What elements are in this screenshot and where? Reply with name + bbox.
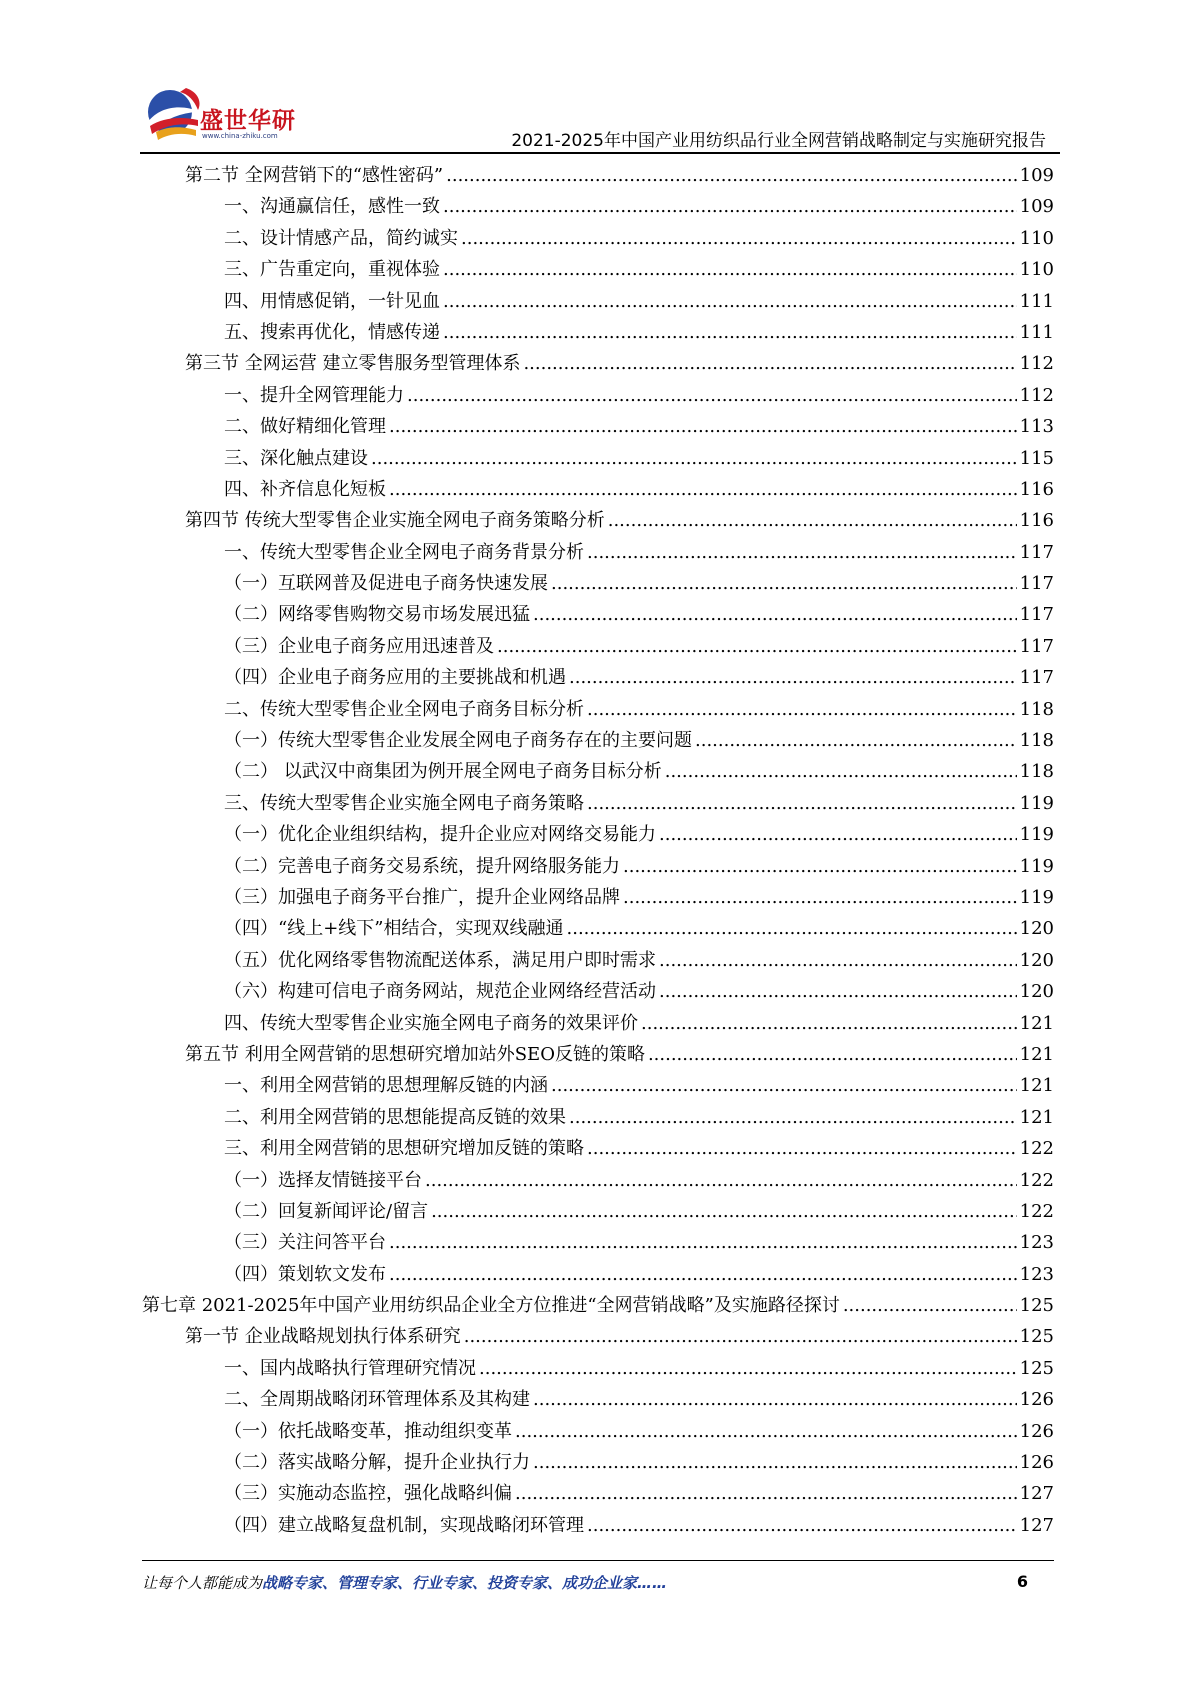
toc-entry-title: 四、传统大型零售企业实施全网电子商务的效果评价: [224, 1012, 638, 1034]
toc-leader-dots: [533, 599, 1017, 630]
toc-entry[interactable]: [142, 662, 1054, 693]
toc-entry-title: 二、设计情感产品，简约诚实: [224, 227, 458, 249]
toc-entry-page: 122: [1019, 1138, 1054, 1160]
toc-leader-dots: [608, 505, 1017, 536]
toc-entry[interactable]: [142, 1008, 1054, 1039]
toc-entry-page: 110: [1019, 259, 1054, 281]
toc-entry-title: （三）加强电子商务平台推广，提升企业网络品牌: [224, 886, 620, 908]
toc-entry[interactable]: [142, 1259, 1054, 1290]
toc-entry-title: 一、国内战略执行管理研究情况: [224, 1357, 476, 1379]
logo-text: 盛世华研: [200, 108, 296, 134]
toc-entry-title: （四）企业电子商务应用的主要挑战和机遇: [224, 667, 566, 689]
toc-entry[interactable]: [142, 1510, 1054, 1541]
toc-entry-page: 123: [1019, 1232, 1054, 1254]
toc-entry-title: 一、沟通赢信任，感性一致: [224, 196, 440, 218]
toc-entry-page: 127: [1019, 1483, 1054, 1505]
toc-entry-page: 122: [1019, 1200, 1054, 1222]
toc-entry-title: 三、利用全网营销的思想研究增加反链的策略: [224, 1138, 584, 1160]
toc-leader-dots: [443, 254, 1017, 285]
toc-entry-page: 121: [1019, 1075, 1054, 1097]
toc-entry[interactable]: [142, 1196, 1054, 1227]
page-footer: [142, 1572, 1054, 1602]
toc-entry-title: 第三节 全网运营 建立零售服务型管理体系: [185, 353, 521, 375]
toc-entry[interactable]: [142, 380, 1054, 411]
toc-entry-page: 119: [1019, 855, 1054, 877]
toc-entry[interactable]: [142, 882, 1054, 913]
toc-entry-title: 二、做好精细化管理: [224, 416, 386, 438]
toc-entry[interactable]: [142, 1447, 1054, 1478]
toc-leader-dots: [587, 1510, 1017, 1541]
toc-entry[interactable]: [142, 851, 1054, 882]
toc-entry[interactable]: [142, 725, 1054, 756]
toc-entry[interactable]: [142, 788, 1054, 819]
toc-entry-page: 121: [1019, 1106, 1054, 1128]
toc-entry-page: 126: [1019, 1420, 1054, 1442]
toc-leader-dots: [567, 913, 1017, 944]
toc-leader-dots: [587, 694, 1017, 725]
toc-leader-dots: [533, 1447, 1017, 1478]
toc-entry-page: 117: [1019, 604, 1054, 626]
toc-entry-page: 111: [1019, 290, 1054, 312]
toc-entry-title: （二）网络零售购物交易市场发展迅猛: [224, 604, 530, 626]
toc-entry-title: （五）优化网络零售物流配送体系，满足用户即时需求: [224, 949, 656, 971]
toc-entry-page: 111: [1019, 321, 1054, 343]
toc-entry-page: 116: [1019, 478, 1054, 500]
toc-entry[interactable]: [142, 254, 1054, 285]
toc-entry[interactable]: [142, 505, 1054, 536]
toc-entry-title: 一、利用全网营销的思想理解反链的内涵: [224, 1075, 548, 1097]
toc-entry-title: 三、深化触点建设: [224, 447, 368, 469]
toc-entry-title: 三、广告重定向，重视体验: [224, 259, 440, 281]
toc-entry-page: 118: [1019, 698, 1054, 720]
toc-leader-dots: [443, 286, 1017, 317]
toc-entry-title: 第五节 利用全网营销的思想研究增加站外SEO反链的策略: [185, 1043, 645, 1065]
toc-entry-page: 126: [1019, 1389, 1054, 1411]
report-title: 2021-2025年中国产业用纺织品行业全网营销战略制定与实施研究报告: [511, 131, 1046, 151]
toc-entry-title: （一）优化企业组织结构，提升企业应对网络交易能力: [224, 824, 656, 846]
toc-entry-page: 125: [1019, 1295, 1054, 1317]
toc-leader-dots: [665, 756, 1017, 787]
toc-leader-dots: [641, 1008, 1017, 1039]
toc-leader-dots: [587, 788, 1017, 819]
toc-entry[interactable]: [142, 1165, 1054, 1196]
toc-leader-dots: [443, 317, 1017, 348]
toc-entry-title: 一、传统大型零售企业全网电子商务背景分析: [224, 541, 584, 563]
toc-entry[interactable]: [142, 631, 1054, 662]
toc-leader-dots: [389, 474, 1017, 505]
toc-entry-page: 121: [1019, 1012, 1054, 1034]
toc-entry-page: 118: [1019, 761, 1054, 783]
toc-entry-page: 119: [1019, 824, 1054, 846]
toc-entry-page: 118: [1019, 730, 1054, 752]
toc-entry[interactable]: [142, 474, 1054, 505]
toc-leader-dots: [515, 1478, 1017, 1509]
toc-entry[interactable]: [142, 286, 1054, 317]
toc-entry-title: （一）选择友情链接平台: [224, 1169, 422, 1191]
toc-entry-title: （四）“线上+线下”相结合，实现双线融通: [224, 918, 564, 940]
toc-entry[interactable]: [142, 1039, 1054, 1070]
toc-entry-title: 四、补齐信息化短板: [224, 478, 386, 500]
toc-entry-title: 四、用情感促销，一针见血: [224, 290, 440, 312]
toc-entry[interactable]: [142, 317, 1054, 348]
toc-entry-page: 117: [1019, 635, 1054, 657]
toc-entry-title: （一）互联网普及促进电子商务快速发展: [224, 573, 548, 595]
toc-leader-dots: [659, 819, 1017, 850]
toc-leader-dots: [569, 662, 1017, 693]
toc-entry-page: 125: [1019, 1326, 1054, 1348]
toc-entry-page: 110: [1019, 227, 1054, 249]
toc-leader-dots: [648, 1039, 1017, 1070]
toc-entry[interactable]: [142, 599, 1054, 630]
toc-entry-title: （二） 以武汉中商集团为例开展全网电子商务目标分析: [224, 761, 662, 783]
toc-leader-dots: [431, 1196, 1017, 1227]
toc-leader-dots: [623, 882, 1017, 913]
toc-entry-page: 109: [1019, 165, 1054, 186]
toc-entry-page: 119: [1019, 886, 1054, 908]
footer-divider: [142, 1560, 1054, 1561]
toc-leader-dots: [659, 945, 1017, 976]
toc-entry-title: 二、传统大型零售企业全网电子商务目标分析: [224, 698, 584, 720]
toc-entry-page: 112: [1019, 384, 1054, 406]
toc-entry[interactable]: [142, 694, 1054, 725]
table-of-contents: [142, 160, 1054, 1541]
toc-entry[interactable]: [142, 1102, 1054, 1133]
toc-leader-dots: [843, 1290, 1017, 1321]
toc-entry-page: 116: [1019, 510, 1054, 532]
header-divider: [140, 152, 1060, 154]
toc-leader-dots: [695, 725, 1017, 756]
page-number: 6: [1016, 1572, 1028, 1591]
toc-leader-dots: [479, 1353, 1017, 1384]
footer-slogan-emphasis: 战略专家、管理专家、行业专家、投资专家、成功企业家……: [262, 1574, 668, 1592]
toc-entry-title: （二）落实战略分解，提升企业执行力: [224, 1452, 530, 1474]
toc-entry[interactable]: [142, 411, 1054, 442]
toc-entry[interactable]: [142, 1133, 1054, 1164]
toc-entry[interactable]: [142, 1290, 1054, 1321]
footer-slogan-lead: 让每个人都能成为: [142, 1574, 263, 1592]
toc-entry-title: （三）关注问答平台: [224, 1232, 386, 1254]
toc-entry-page: 125: [1019, 1357, 1054, 1379]
toc-entry[interactable]: [142, 1478, 1054, 1509]
toc-entry-page: 117: [1019, 573, 1054, 595]
toc-entry[interactable]: [142, 819, 1054, 850]
toc-entry-title: 一、提升全网管理能力: [224, 384, 404, 406]
toc-entry-title: （一）传统大型零售企业发展全网电子商务存在的主要问题: [224, 730, 692, 752]
toc-entry-title: 第七章 2021-2025年中国产业用纺织品企业全方位推进“全网营销战略”及实施路径探讨: [142, 1295, 840, 1317]
toc-leader-dots: [569, 1102, 1017, 1133]
toc-leader-dots: [551, 568, 1017, 599]
toc-entry-page: 127: [1019, 1514, 1054, 1536]
toc-entry[interactable]: [142, 945, 1054, 976]
toc-entry-page: 120: [1019, 918, 1054, 940]
toc-leader-dots: [533, 1384, 1017, 1415]
toc-entry[interactable]: [142, 1416, 1054, 1447]
toc-entry[interactable]: [142, 1384, 1054, 1415]
toc-leader-dots: [523, 348, 1016, 379]
toc-entry-page: 120: [1019, 981, 1054, 1003]
toc-leader-dots: [407, 380, 1017, 411]
toc-entry[interactable]: [142, 160, 1054, 191]
toc-entry[interactable]: [142, 1227, 1054, 1258]
toc-entry-page: 117: [1019, 541, 1054, 563]
toc-entry-title: 二、全周期战略闭环管理体系及其构建: [224, 1389, 530, 1411]
toc-entry-title: （四）策划软文发布: [224, 1263, 386, 1285]
toc-leader-dots: [587, 1133, 1017, 1164]
toc-entry-title: 第二节 全网营销下的“感性密码”: [185, 165, 444, 186]
toc-leader-dots: [551, 1070, 1017, 1101]
toc-entry-page: 120: [1019, 949, 1054, 971]
company-logo: [140, 82, 300, 148]
toc-leader-dots: [425, 1165, 1017, 1196]
toc-entry[interactable]: [142, 913, 1054, 944]
toc-entry-page: 113: [1019, 416, 1054, 438]
toc-entry-title: （三）实施动态监控，强化战略纠偏: [224, 1483, 512, 1505]
logo-url: www.china-zhiku.com: [202, 132, 278, 140]
toc-entry-title: （三）企业电子商务应用迅速普及: [224, 635, 494, 657]
toc-entry-page: 115: [1019, 447, 1054, 469]
toc-leader-dots: [443, 191, 1017, 222]
toc-entry-title: 三、传统大型零售企业实施全网电子商务策略: [224, 792, 584, 814]
page-header: [140, 82, 1060, 154]
toc-leader-dots: [659, 976, 1017, 1007]
toc-entry-page: 112: [1019, 353, 1054, 375]
toc-entry-title: 五、搜索再优化，情感传递: [224, 321, 440, 343]
toc-entry-title: 第一节 企业战略规划执行体系研究: [185, 1326, 461, 1348]
toc-entry[interactable]: [142, 1321, 1054, 1352]
toc-entry[interactable]: [142, 348, 1054, 379]
toc-entry[interactable]: [142, 223, 1054, 254]
toc-leader-dots: [446, 160, 1017, 191]
toc-entry-title: （二）完善电子商务交易系统，提升网络服务能力: [224, 855, 620, 877]
toc-leader-dots: [389, 1259, 1017, 1290]
toc-leader-dots: [389, 1227, 1017, 1258]
toc-entry-title: （四）建立战略复盘机制，实现战略闭环管理: [224, 1514, 584, 1536]
toc-entry-page: 109: [1019, 196, 1054, 218]
toc-leader-dots: [461, 223, 1017, 254]
toc-leader-dots: [623, 851, 1017, 882]
logo-emblem-icon: [140, 82, 206, 144]
toc-entry-title: 第四节 传统大型零售企业实施全网电子商务策略分析: [185, 510, 605, 532]
toc-leader-dots: [464, 1321, 1017, 1352]
toc-leader-dots: [515, 1416, 1017, 1447]
toc-entry-page: 122: [1019, 1169, 1054, 1191]
toc-entry-page: 126: [1019, 1452, 1054, 1474]
toc-leader-dots: [371, 443, 1017, 474]
toc-entry-title: （六）构建可信电子商务网站，规范企业网络经营活动: [224, 981, 656, 1003]
toc-entry-title: （二）回复新闻评论/留言: [224, 1200, 429, 1222]
toc-entry[interactable]: [142, 756, 1054, 787]
toc-leader-dots: [389, 411, 1017, 442]
toc-entry[interactable]: [142, 443, 1054, 474]
toc-entry-page: 121: [1019, 1043, 1054, 1065]
toc-entry-title: 二、利用全网营销的思想能提高反链的效果: [224, 1106, 566, 1128]
toc-entry-page: 117: [1019, 667, 1054, 689]
toc-entry[interactable]: [142, 537, 1054, 568]
toc-entry-page: 119: [1019, 792, 1054, 814]
toc-leader-dots: [587, 537, 1017, 568]
toc-entry-page: 123: [1019, 1263, 1054, 1285]
toc-entry[interactable]: [142, 1070, 1054, 1101]
toc-entry[interactable]: [142, 191, 1054, 222]
toc-leader-dots: [497, 631, 1017, 662]
toc-entry[interactable]: [142, 1353, 1054, 1384]
toc-entry-title: （一）依托战略变革，推动组织变革: [224, 1420, 512, 1442]
toc-entry[interactable]: [142, 568, 1054, 599]
toc-entry[interactable]: [142, 976, 1054, 1007]
